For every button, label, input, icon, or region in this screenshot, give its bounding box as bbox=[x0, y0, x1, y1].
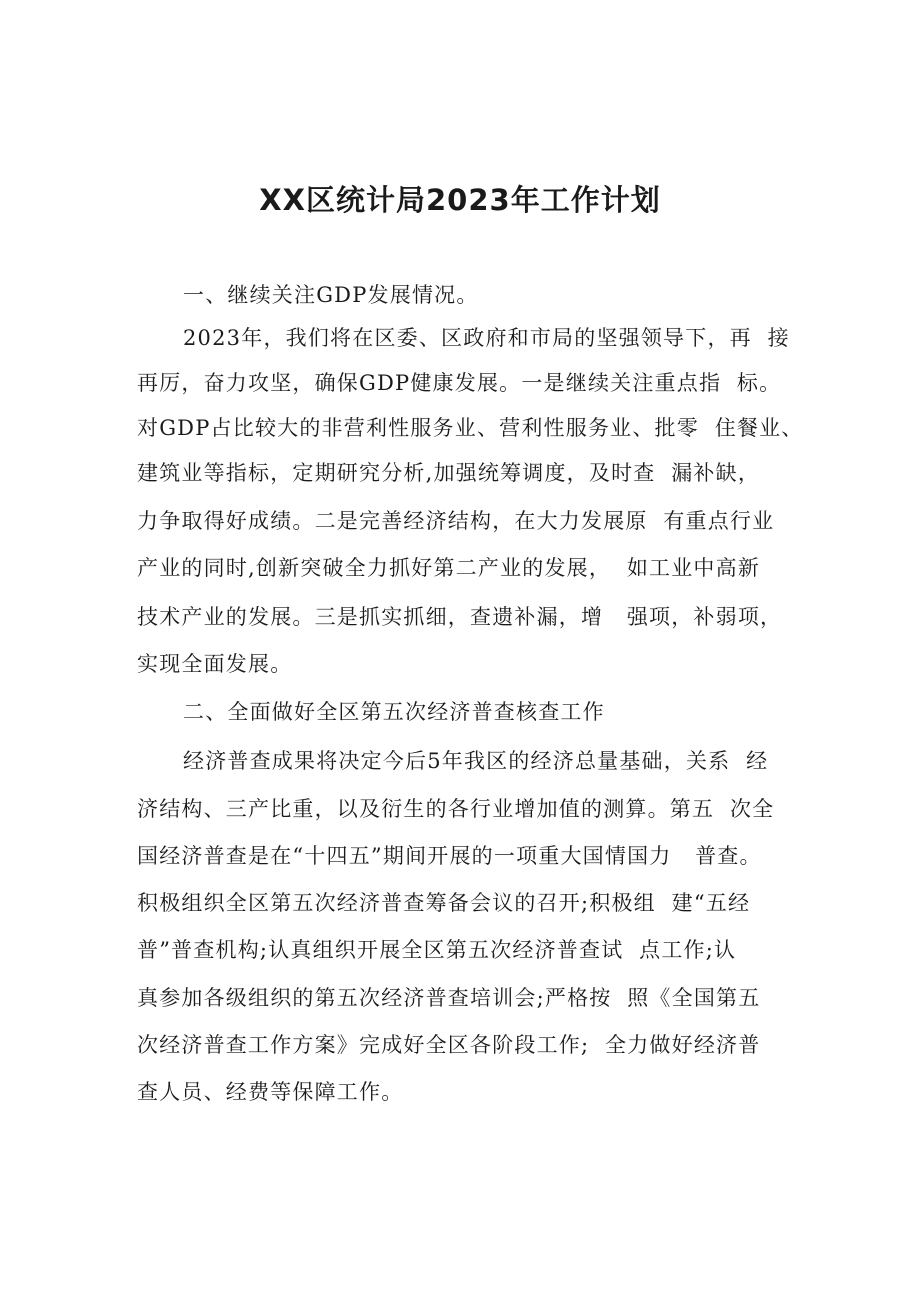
paragraph-line: 普”普查机构;认真组织开展全区第五次经济普查试 点工作;认 bbox=[137, 938, 737, 962]
paragraph-line: 经济普查成果将决定今后5年我区的经济总量基础，关系 经 bbox=[183, 749, 769, 773]
paragraph-line: 2023年，我们将在区委、区政府和市局的坚强领导下，再 接 bbox=[183, 326, 790, 350]
paragraph-line: 国经济普查是在“十四五”期间开展的一项重大国情国力 普查。 bbox=[137, 844, 762, 868]
paragraph-line: 技术产业的发展。三是抓实抓细，查遗补漏，增 强项，补弱项， bbox=[137, 605, 783, 629]
paragraph-line: 积极组织全区第五次经济普查筹备会议的召开;积极组 建“五经 bbox=[137, 891, 751, 915]
paragraph-line: 建筑业等指标，定期研究分析,加强统筹调度，及时查 漏补缺， bbox=[137, 461, 761, 485]
paragraph-line: 力争取得好成绩。二是完善经济结构，在大力发展原 有重点行业 bbox=[137, 509, 775, 533]
paragraph-line: 再厉，奋力攻坚，确保GDP健康发展。一是继续关注重点指 标。 bbox=[137, 371, 782, 395]
section-heading-1: 一、继续关注GDP发展情况。 bbox=[183, 283, 479, 307]
paragraph-line: 次经济普查工作方案》完成好全区各阶段工作; 全力做好经济普 bbox=[137, 1033, 761, 1057]
paragraph-line: 查人员、经费等保障工作。 bbox=[137, 1080, 404, 1104]
paragraph-line: 济结构、三产比重，以及衍生的各行业增加值的测算。第五 次全 bbox=[137, 797, 775, 821]
paragraph-line: 实现全面发展。 bbox=[137, 652, 293, 676]
document-title: XX区统计局2023年工作计划 bbox=[259, 183, 661, 217]
section-heading-2: 二、全面做好全区第五次经济普查核查工作 bbox=[183, 700, 605, 724]
paragraph-line: 产业的同时,创新突破全力抓好第二产业的发展， 如工业中高新 bbox=[137, 556, 761, 580]
paragraph-line: 真参加各级组织的第五次经济普查培训会;严格按 照《全国第五 bbox=[137, 986, 761, 1010]
paragraph-line: 对GDP占比较大的非营利性服务业、营利性服务业、批零 住餐业、 bbox=[137, 416, 804, 440]
